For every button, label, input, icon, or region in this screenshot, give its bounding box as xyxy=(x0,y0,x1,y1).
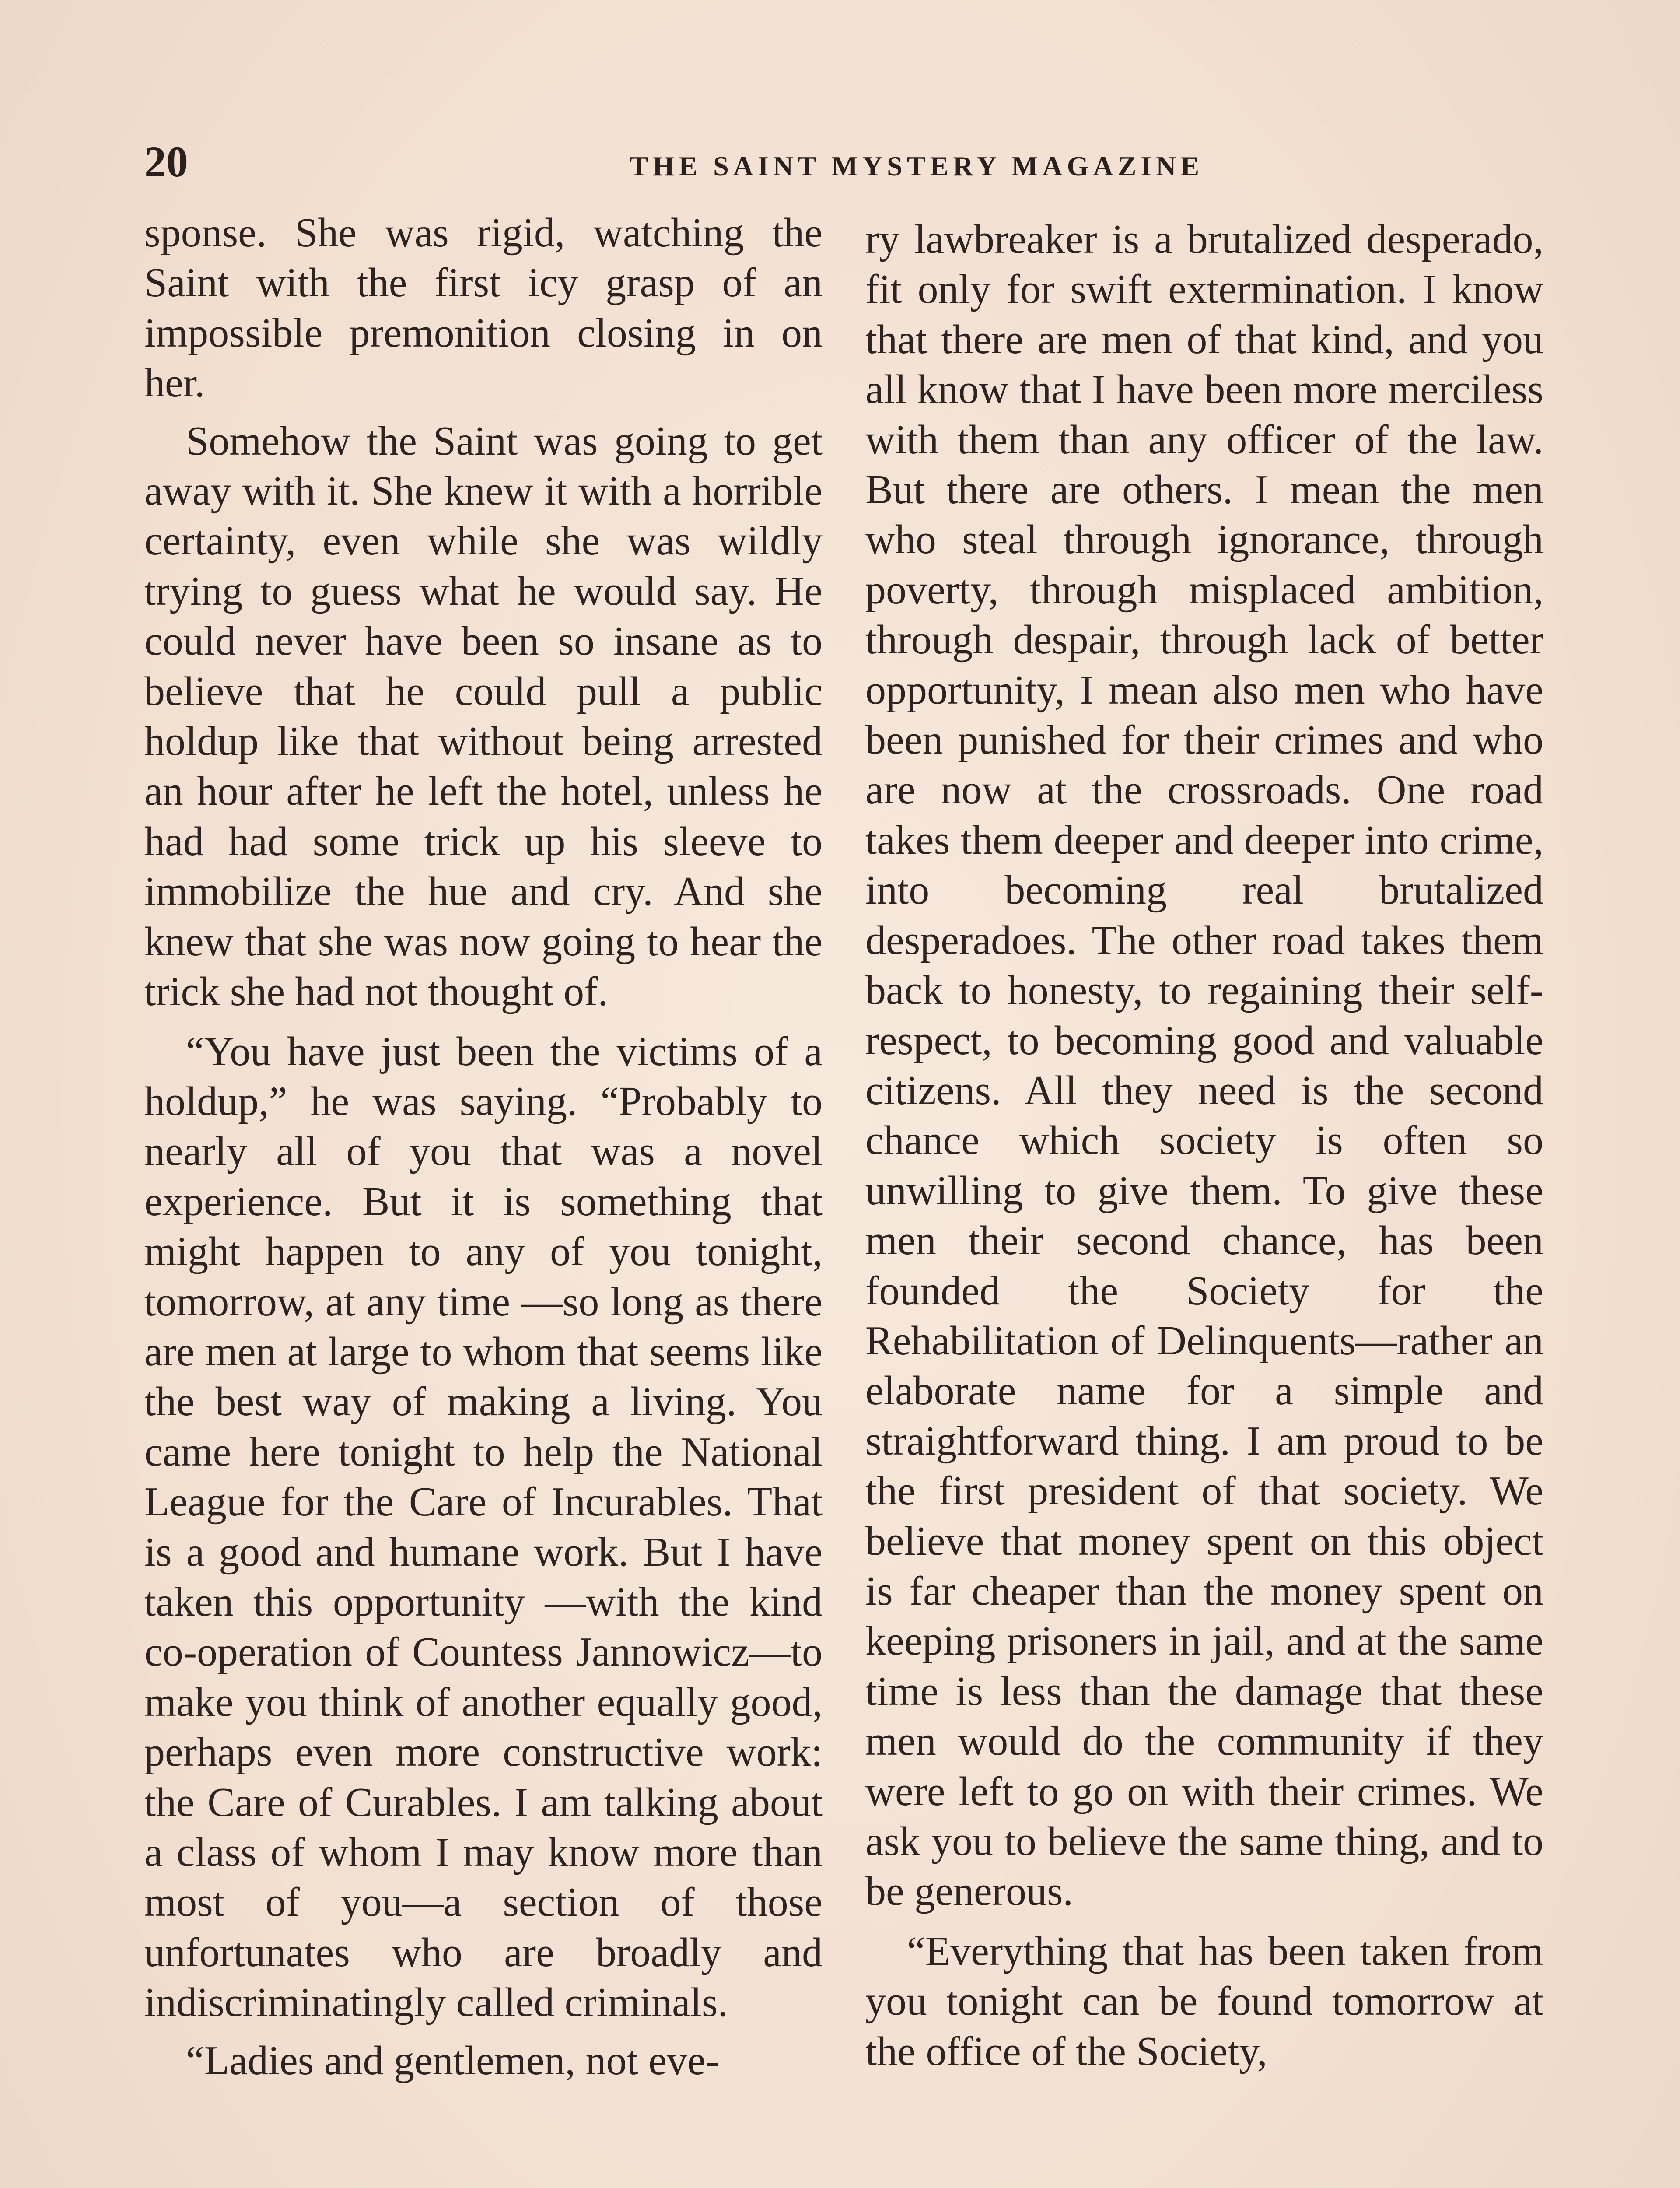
paragraph: “You have just been the victims of a holdup,” he was saying. “Probably to nearly all of you that was a novel experience. But it is something that might happen to any of you tonight, tomorrow, at any time —so long as there are men at large to whom that seems like the best way of making a living. You came here tonight to help the National League for the Care of Incurables. That is a good and humane work. But I have taken this opportunity —with the kind co-operation of Countess Jannowicz—to make you think of another equally good, perhaps even more constructive work: the Care of Curables. I am talking about a class of whom I may know more than most of you—a section of those unfortunates who are broadly and indiscriminatingly called criminals. xyxy=(144,1028,822,2026)
paragraph: sponse. She was rigid, watching the Saint with the first icy grasp of an impossible premonition closing in on her. xyxy=(144,210,822,406)
left-column xyxy=(144,208,822,2093)
page-number: 20 xyxy=(144,137,188,186)
paragraph: “Ladies and gentlemen, not eve- xyxy=(186,2037,719,2083)
paragraph: “Everything that has been taken from you tonight can be found tomorrow at the office of the Society, xyxy=(865,1928,1544,2074)
paragraph: Somehow the Saint was going to get away with it. She knew it with a horrible certainty, even while she was wildly trying to guess what he would say. He could never have been so insane as to believe that he could pull a public holdup like that without being arrested an hour after he left the hotel, unless he had had some trick up his sleeve to immobilize the hue and cry. And she knew that she was now going to hear the trick she had not thought of. xyxy=(144,418,822,1015)
running-head: THE SAINT MYSTERY MAGAZINE xyxy=(629,151,1204,182)
right-column xyxy=(865,214,1544,2084)
paragraph: ry lawbreaker is a brutalized desperado, fit only for swift extermination. I know that there are men of that kind, and you all know that I have been more merciless with them than any officer of the law. But there are others. I mean the men who steal through ignorance, through poverty, through misplaced ambition, through despair, through lack of better opportunity, I mean also men who have been punished for their crimes and who are now at the crossroads. One road takes them deeper and deeper into crime, into becoming real brutalized desperadoes. The other road takes them back to honesty, to regaining their self-respect, to becoming good and valuable citizens. All they need is the second chance which society is often so unwilling to give them. To give these men their second chance, has been founded the Society for the Rehabilitation of Delinquents—rather an elaborate name for a simple and straightforward thing. I am proud to be the first president of that society. We believe that money spent on this object is far cheaper than the money spent on keeping prisoners in jail, and at the same time is less than the damage that these men would do the community if they were left to go on with their crimes. We ask you to believe the same thing, and to be generous. xyxy=(865,217,1544,1914)
page-header xyxy=(144,131,1549,193)
